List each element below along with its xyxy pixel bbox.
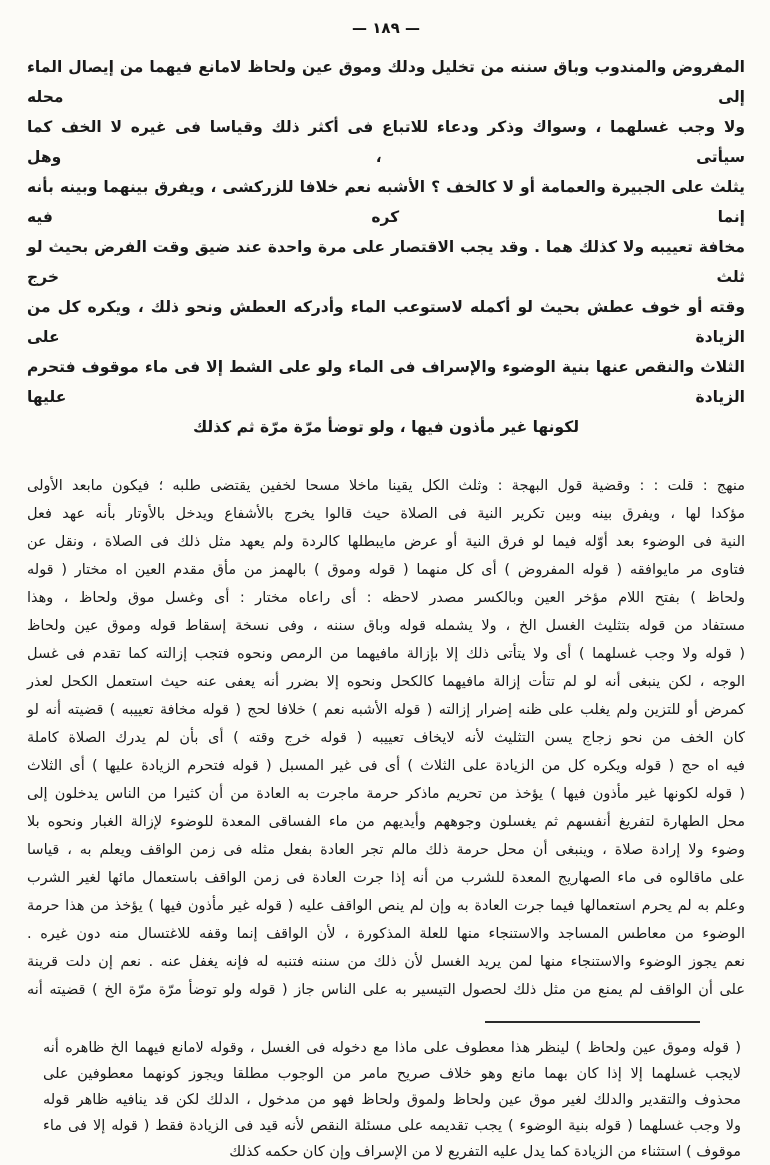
text-line: الوجه ، لكن ينبغى أنه لو لم تتأت إزالة مافيهما كالكحل ونحوه إلا بضرر أنه يعفى عنه حيث استعمل الكحل لعذر: [27, 674, 745, 690]
text-line: فيه اه حج ( قوله ويكره كل من الزيادة على الثلاث ) أى فى غير المسبل ( قوله فتحرم الزيادة عليها ) أى الثلاث: [27, 758, 745, 774]
text-line: منهج : قلت : : وقضية قول البهجة : وثلث الكل يقينا ماخلا مسحا لخفين يقتضى طلبه ؛ فيكون مابعد الأولى: [27, 478, 745, 494]
text-line: الوضوء من معاطس المساجد والاستنجاء منها للعلة المذكورة ، لأن الواقف إنما وقفه للاغتسال منه دون غيره .: [27, 926, 745, 942]
text-line: وقته أو خوف عطش بحيث لو أكمله لاستوعب الماء وأدركه العطش ونحو ذلك ، ويكره كل من الزيادة على: [27, 298, 745, 346]
text-line: ( قوله ولا وجب غسلهما ) أى ولا يتأتى ذلك إلا بإزالة مافيهما من الرمص ونحوه فتجب إزالته كما تقدم فى غسل: [27, 646, 745, 662]
text-line: على ماقالوه فى ماء الصهاريج المعدة للشرب من أنه إذا جرت العادة فى زمن الواقف باستعمال مائها لغير الشرب: [27, 870, 745, 886]
text-line: ولا وجب غسلهما ( قوله بنية الوضوء ) يجب تقديمه على مسئلة النقص لأنه قيد فى الزيادة فقط ( قوله إلا فى ماء: [43, 1118, 741, 1134]
text-line: الثلاث والنقص عنها بنية الوضوء والإسراف فى الماء ولو على الشط إلا فى ماء موقوف فتحرم الزيادة عليها: [27, 358, 745, 406]
text-line: كمرض أو للتزين ولم يغلب على ظنه إضرار إزالته ( قوله الأشبه نعم ) خلافا لحج ( قوله مخافة تعييبه ) قضيته أنه لو: [27, 702, 745, 718]
text-line: ولا وجب غسلهما ، وسواك وذكر ودعاء للاتباع فى أكثر ذلك وقياسا فى غيره لا الخف كما سيأتى ، وهل: [27, 118, 745, 166]
text-line: المفروض والمندوب وباق سننه من تخليل ودلك وموق عين ولحاظ لامانع فيهما من إيصال الماء إلى محله: [27, 58, 745, 106]
page-number: — ١٨٩ —: [352, 19, 420, 37]
text-line: مستفاد من قوله بتثليث الغسل الخ ، ولا يشمله قوله وباق سننه ، وفى نسخة إسقاط قوله وموق عين ولحاظ: [27, 618, 745, 634]
text-line: على أن الواقف لم يمنع من مثل ذلك لحصول التيسير به على الناس جاز ( قوله ولو توضأ مرّة مرّة الخ ) قضيته أنه: [27, 982, 745, 998]
text-line: لايجب غسلهما إلا إذا كان بهما مانع وهو خلاف صريح مامر من الوجوب مطلقا ويجوز كونهما معطوفين على: [43, 1066, 741, 1082]
text-line: محذوف والتقدير والدلك لغير موق عين ولحاظ ولموق ولحاظ فهو من مدخول ، الدلك لكن قد ينافيه ظاهر قوله: [43, 1092, 741, 1108]
text-line: لكونها غير مأذون فيها ، ولو توضأ مرّة مرّة ثم كذلك: [192, 418, 580, 436]
text-line: وضوء ولا إرادة صلاة ، وينبغى أن محل حرمة ذلك مالم تجر العادة بفعل مثله فى زمن الواقف ويعلم به ، قياسا: [27, 842, 745, 858]
text-line: يثلث على الجبيرة والعمامة أو لا كالخف ؟ الأشبه نعم خلافا للزركشى ، ويفرق بينهما وبينه بأنه إنما كره فيه: [27, 178, 745, 226]
text-line: نعم يجوز الوضوء والاستنجاء منها لمن يريد الغسل لأن ذلك من سننه فتنبه له فإنه يغفل عنه . نعم إن دلت قرينة: [27, 954, 745, 970]
text-line: مخافة تعييبه ولا كذلك هما . وقد يجب الاقتصار على مرة واحدة عند ضيق وقت الفرض بحيث لو ثلث خرج: [27, 238, 745, 286]
text-line: محل الطهارة لتفريغ أنفسهم ثم يغسلون وجوههم وأيديهم من ماء الفساقى المعدة للوضوء لإزالة الغبار ونحوه بلا: [27, 814, 745, 830]
footnote-block: [27, 1035, 745, 1165]
text-line: النية فى الوضوء بعد أوّله فيما لو فرق النية أو عرض مايبطلها كالردة ولم يعهد مثل ذلك فى الصلاة ، ونقل عن: [27, 534, 745, 550]
commentary-block: [27, 472, 745, 1004]
text-line: ( قوله وموق عين ولحاظ ) لينظر هذا معطوف على ماذا مع دخوله فى الغسل ، وقوله لامانع فيهما الخ ظاهره أنه: [43, 1040, 741, 1056]
main-text-block: [27, 52, 745, 442]
footnote-separator: [485, 1021, 700, 1023]
text-line: كان الخف من نحو زجاج يسن التثليث لأنه لايخاف تعييبه ( قوله خرج وقته ) أى بأن لم يدرك الصلاة كاملة: [27, 730, 745, 746]
text-line: موقوف ) استثناء من الزيادة كما يدل عليه التفريع لا من الإسراف وإن كان حكمه كذلك: [229, 1144, 741, 1160]
text-line: وعلم به لم يحرم استعمالها فيما جرت العادة به وإن لم ينص الواقف عليه ( قوله غير مأذون فيها ) يؤخذ من هذا حرمة: [27, 898, 745, 914]
text-line: مؤكدا لها ، ويفرق بينه وبين تكرير النية فى الصلاة حيث قالوا يخرج بالأشفاع ويدخل بالأوتار بأنه عهد فعل: [27, 506, 745, 522]
text-line: ولحاظ ) بفتح اللام مؤخر العين وبالكسر مصدر لاحظه : أى راعاه مختار : أى وغسل موق ولحاظ ، وهذا: [27, 590, 745, 606]
text-line: ( قوله لكونها غير مأذون فيها ) يؤخذ من تحريم ماذكر حرمة ماجرت به العادة من أن كثيرا من الناس يدخلون إلى: [27, 786, 745, 802]
text-line: فتاوى مر مايوافقه ( قوله المفروض ) أى كل منهما ( قوله وموق ) بالهمز من مأق مقدم العين اه مختار ( قوله: [27, 562, 745, 578]
